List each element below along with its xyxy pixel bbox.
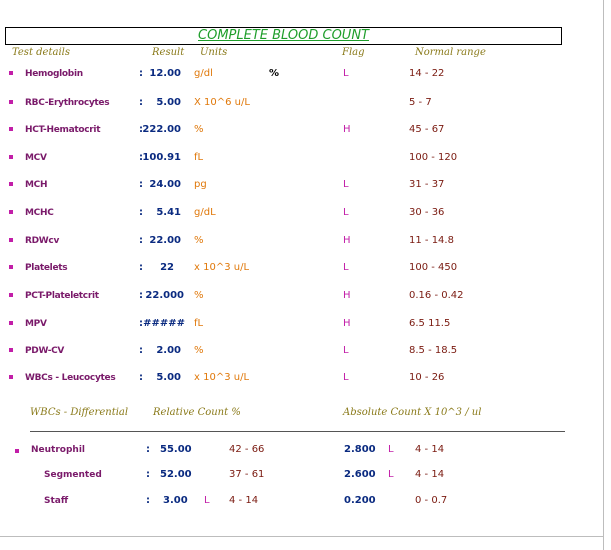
relative-count-label: Relative Count % — [153, 407, 241, 418]
relative-value: 55.00 — [160, 444, 192, 455]
cell-name: Segmented — [44, 470, 102, 480]
colon: : — [146, 444, 150, 455]
test-result: 12.00 — [149, 68, 181, 79]
bullet-icon — [9, 238, 13, 242]
test-flag: L — [343, 179, 349, 190]
test-flag: H — [343, 290, 351, 301]
test-result: 22 — [160, 262, 174, 273]
test-unit: pg — [194, 179, 207, 190]
test-range: 5 - 7 — [409, 97, 432, 108]
test-flag: L — [343, 68, 349, 79]
test-unit: x 10^3 u/L — [194, 262, 250, 273]
test-row — [0, 317, 600, 331]
test-name: WBCs - Leucocytes — [25, 373, 116, 383]
bullet-icon — [9, 265, 13, 269]
colon: : — [139, 235, 143, 246]
colon: : — [139, 290, 143, 301]
colon: : — [139, 345, 143, 356]
test-unit: g/dL — [194, 207, 216, 218]
differential-label: WBCs - Differential — [30, 407, 129, 418]
test-range: 14 - 22 — [409, 68, 445, 79]
relative-flag: L — [204, 495, 210, 506]
cell-name: Neutrophil — [31, 445, 85, 455]
test-unit: fL — [194, 318, 204, 329]
test-row — [0, 344, 600, 358]
colon: : — [139, 207, 143, 218]
section-divider — [30, 431, 565, 432]
test-result: 222.00 — [142, 124, 181, 135]
test-result: 5.00 — [156, 372, 181, 383]
colon: : — [139, 262, 143, 273]
test-name: MPV — [25, 319, 47, 329]
test-range: 0.16 - 0.42 — [409, 290, 464, 301]
test-result: 22.000 — [145, 290, 184, 301]
report-title: COMPLETE BLOOD COUNT — [5, 27, 562, 45]
test-unit: % — [194, 345, 204, 356]
test-result: 5.00 — [156, 97, 181, 108]
relative-value: 52.00 — [160, 469, 192, 480]
test-result: 5.41 — [156, 207, 181, 218]
test-name: HCT-Hematocrit — [25, 125, 101, 135]
test-name: Platelets — [25, 263, 68, 273]
colon: : — [146, 495, 150, 506]
differential-row — [0, 468, 600, 482]
header-result: Result — [152, 47, 185, 58]
test-row — [0, 123, 600, 137]
absolute-value: 0.200 — [344, 495, 376, 506]
bullet-icon — [9, 293, 13, 297]
colon: : — [139, 372, 143, 383]
test-name: MCHC — [25, 208, 54, 218]
header-units: Units — [200, 47, 228, 58]
absolute-range: 4 - 14 — [415, 444, 445, 455]
absolute-range: 0 - 0.7 — [415, 495, 448, 506]
test-row — [0, 67, 600, 81]
test-flag: L — [343, 345, 349, 356]
bullet-icon — [9, 182, 13, 186]
test-result: ##### — [143, 318, 185, 329]
header-flag: Flag — [342, 47, 365, 58]
test-unit: g/dl — [194, 68, 213, 79]
relative-range: 42 - 66 — [229, 444, 265, 455]
test-result: 2.00 — [156, 345, 181, 356]
test-row — [0, 234, 600, 248]
test-range: 6.5 11.5 — [409, 318, 451, 329]
bullet-icon — [9, 100, 13, 104]
test-row — [0, 96, 600, 110]
test-flag: L — [343, 262, 349, 273]
test-range: 100 - 450 — [409, 262, 458, 273]
absolute-value: 2.800 — [344, 444, 376, 455]
relative-value: 3.00 — [163, 495, 188, 506]
test-flag: H — [343, 318, 351, 329]
test-unit: fL — [194, 152, 204, 163]
test-range: 10 - 26 — [409, 372, 445, 383]
header-normal-range: Normal range — [415, 47, 486, 58]
relative-range: 4 - 14 — [229, 495, 259, 506]
test-range: 30 - 36 — [409, 207, 445, 218]
test-row — [0, 178, 600, 192]
test-name: MCH — [25, 180, 48, 190]
test-unit: X 10^6 u/L — [194, 97, 250, 108]
test-flag: L — [343, 207, 349, 218]
colon: : — [139, 318, 143, 329]
bullet-icon — [9, 210, 13, 214]
absolute-range: 4 - 14 — [415, 469, 445, 480]
cell-name: Staff — [44, 496, 69, 506]
test-unit: % — [194, 124, 204, 135]
test-row — [0, 261, 600, 275]
page-border-right — [603, 0, 604, 550]
relative-range: 37 - 61 — [229, 469, 265, 480]
test-result: 22.00 — [149, 235, 181, 246]
bullet-icon — [9, 71, 13, 75]
test-flag: H — [343, 124, 351, 135]
absolute-flag: L — [388, 469, 394, 480]
test-unit: % — [194, 290, 204, 301]
bullet-icon — [9, 155, 13, 159]
test-extra: % — [269, 68, 280, 79]
bullet-icon — [15, 449, 19, 453]
colon: : — [146, 469, 150, 480]
test-range: 8.5 - 18.5 — [409, 345, 458, 356]
test-row — [0, 151, 600, 165]
header-test-details: Test details — [12, 47, 70, 58]
test-row — [0, 371, 600, 385]
test-range: 11 - 14.8 — [409, 235, 454, 246]
test-row — [0, 206, 600, 220]
test-name: RBC-Erythrocytes — [25, 98, 110, 108]
test-name: Hemoglobin — [25, 69, 83, 79]
absolute-count-label: Absolute Count X 10^3 / ul — [343, 407, 482, 418]
test-result: 100.91 — [142, 152, 181, 163]
bullet-icon — [9, 127, 13, 131]
test-name: RDWcv — [25, 236, 60, 246]
page-border-bottom — [0, 536, 604, 537]
test-unit: % — [194, 235, 204, 246]
colon: : — [139, 152, 143, 163]
test-range: 31 - 37 — [409, 179, 445, 190]
differential-row — [0, 494, 600, 508]
test-result: 24.00 — [149, 179, 181, 190]
bullet-icon — [9, 321, 13, 325]
test-flag: L — [343, 372, 349, 383]
test-name: PCT-Plateletcrit — [25, 291, 99, 301]
test-name: PDW-CV — [25, 346, 65, 356]
colon: : — [139, 124, 143, 135]
colon: : — [139, 68, 143, 79]
absolute-value: 2.600 — [344, 469, 376, 480]
test-flag: H — [343, 235, 351, 246]
test-name: MCV — [25, 153, 47, 163]
differential-row — [0, 443, 600, 457]
test-range: 100 - 120 — [409, 152, 458, 163]
bullet-icon — [9, 348, 13, 352]
test-row — [0, 289, 600, 303]
colon: : — [139, 97, 143, 108]
test-range: 45 - 67 — [409, 124, 445, 135]
test-unit: x 10^3 u/L — [194, 372, 250, 383]
absolute-flag: L — [388, 444, 394, 455]
bullet-icon — [9, 375, 13, 379]
colon: : — [139, 179, 143, 190]
